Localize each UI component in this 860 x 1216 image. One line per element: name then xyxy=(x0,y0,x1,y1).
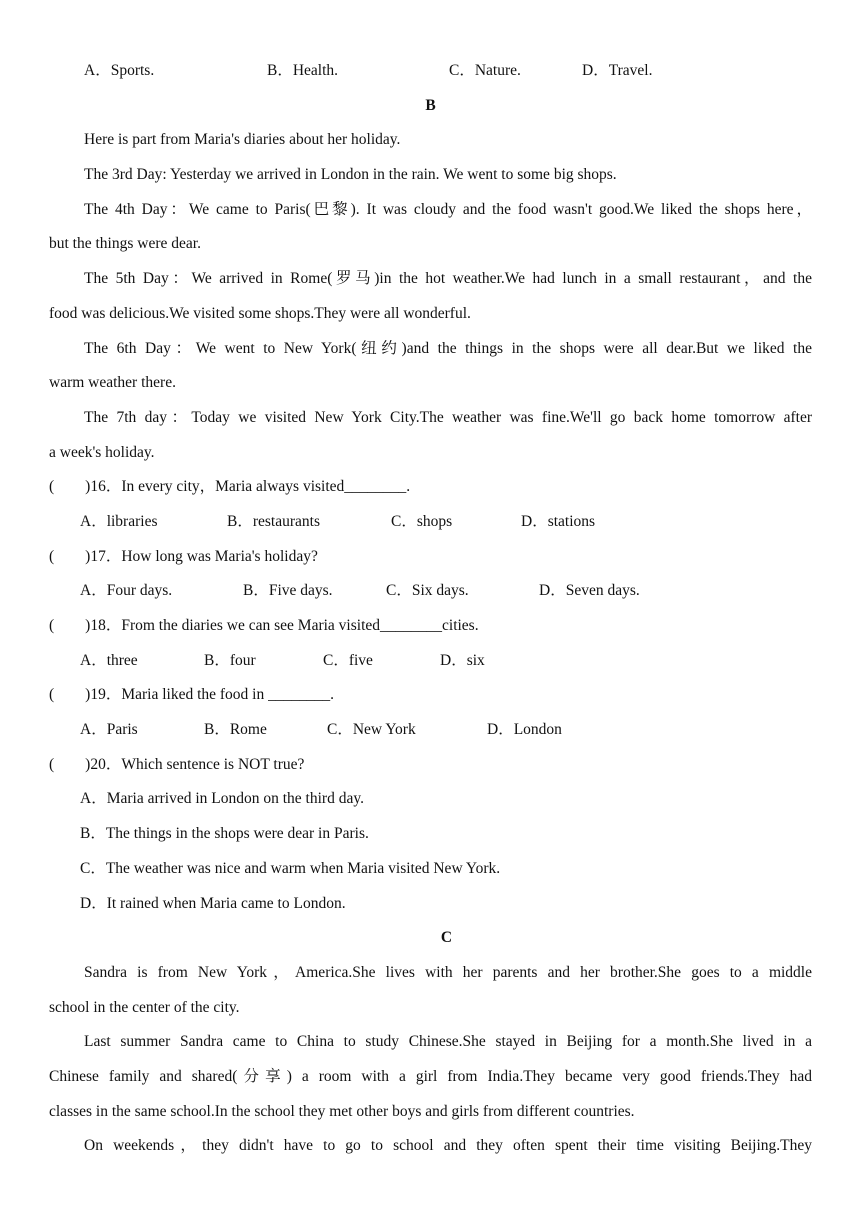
diary-day6-line2: warm weather there. xyxy=(49,374,176,392)
section-b-intro: Here is part from Maria's diaries about her holiday. xyxy=(84,131,401,149)
section-c-p2-line1: Last summer Sandra came to China to study Chinese.She stayed in Beijing for a month.She lived in a xyxy=(84,1033,812,1051)
q19-option-a: A．Paris xyxy=(80,721,138,739)
q19-option-d: D．London xyxy=(487,721,562,739)
diary-day7-line2: a week's holiday. xyxy=(49,443,155,461)
q20-option-c: C．The weather was nice and warm when Maria visited New York. xyxy=(80,859,501,877)
q16-option-a: A．libraries xyxy=(80,512,158,530)
q20-option-a: A．Maria arrived in London on the third day. xyxy=(80,790,364,808)
q19-option-c: C．New York xyxy=(327,721,416,739)
question-19-options xyxy=(49,713,812,748)
diary-day7-line1: The 7th day：Today we visited New York City.The weather was fine.We'll go back home tomorrow after xyxy=(84,408,812,426)
section-c-p2-line2: Chinese family and shared(分享) a room with a girl from India.They became very good friends.They had xyxy=(49,1067,812,1085)
q18-option-a: A．three xyxy=(80,651,138,669)
question-17-options xyxy=(49,574,812,609)
diary-day4-line2: but the things were dear. xyxy=(49,235,201,253)
question-16-options xyxy=(49,505,812,540)
question-17-stem: ( )17．How long was Maria's holiday? xyxy=(49,547,318,565)
diary-day3: The 3rd Day: Yesterday we arrived in London in the rain. We went to some big shops. xyxy=(84,166,617,184)
section-c-p1-line1: Sandra is from New York，America.She lives with her parents and her brother.She goes to a middle xyxy=(84,963,812,981)
question-19-stem: ( )19．Maria liked the food in ________. xyxy=(49,686,334,704)
q15-options xyxy=(49,54,812,89)
diary-day4-line1: The 4th Day：We came to Paris(巴黎). It was cloudy and the food wasn't good.We liked the shops here， xyxy=(84,200,812,218)
q16-option-c: C．shops xyxy=(391,512,453,530)
section-c-p1-line2: school in the center of the city. xyxy=(49,998,240,1016)
q19-option-b: B．Rome xyxy=(204,721,267,739)
q17-option-a: A．Four days. xyxy=(80,582,173,600)
diary-day6-line1: The 6th Day：We went to New York(纽约)and the things in the shops were all dear.But we liked the xyxy=(84,339,812,357)
question-20-stem: ( )20．Which sentence is NOT true? xyxy=(49,755,305,773)
q16-option-b: B．restaurants xyxy=(227,512,320,530)
q18-option-d: D．six xyxy=(440,651,485,669)
section-c-p3-line1: On weekends，they didn't have to go to school and they often spent their time visiting Beijing.They xyxy=(84,1137,812,1155)
document-page xyxy=(49,54,812,1164)
question-18-stem: ( )18．From the diaries we can see Maria visited________cities. xyxy=(49,617,479,634)
q20-option-d: D．It rained when Maria came to London. xyxy=(80,894,346,912)
section-c-p2-line3: classes in the same school.In the school they met other boys and girls from different countries. xyxy=(49,1102,635,1120)
diary-day5-line2: food was delicious.We visited some shops.They were all wonderful. xyxy=(49,304,471,322)
diary-day5-line1: The 5th Day：We arrived in Rome(罗马)in the hot weather.We had lunch in a small restaurant，and the xyxy=(84,270,812,288)
q17-option-d: D．Seven days. xyxy=(539,582,640,600)
q16-option-d: D．stations xyxy=(521,512,596,530)
section-b-heading: B xyxy=(425,96,436,114)
q15-option-c: C．Nature. xyxy=(449,62,521,79)
q20-option-b: B．The things in the shops were dear in Paris. xyxy=(80,825,369,843)
q17-option-c: C．Six days. xyxy=(386,582,469,600)
q18-option-c: C．five xyxy=(323,651,373,669)
q15-option-a: A．Sports. xyxy=(84,62,155,79)
q17-option-b: B．Five days. xyxy=(243,582,333,600)
question-16-stem: ( )16．In every city，Maria always visited________. xyxy=(49,478,411,496)
q18-option-b: B．four xyxy=(204,651,256,669)
question-18-options xyxy=(49,644,812,679)
q15-option-b: B．Health. xyxy=(267,62,339,79)
section-c-heading: C xyxy=(440,929,453,947)
q15-option-d: D．Travel. xyxy=(582,62,653,79)
